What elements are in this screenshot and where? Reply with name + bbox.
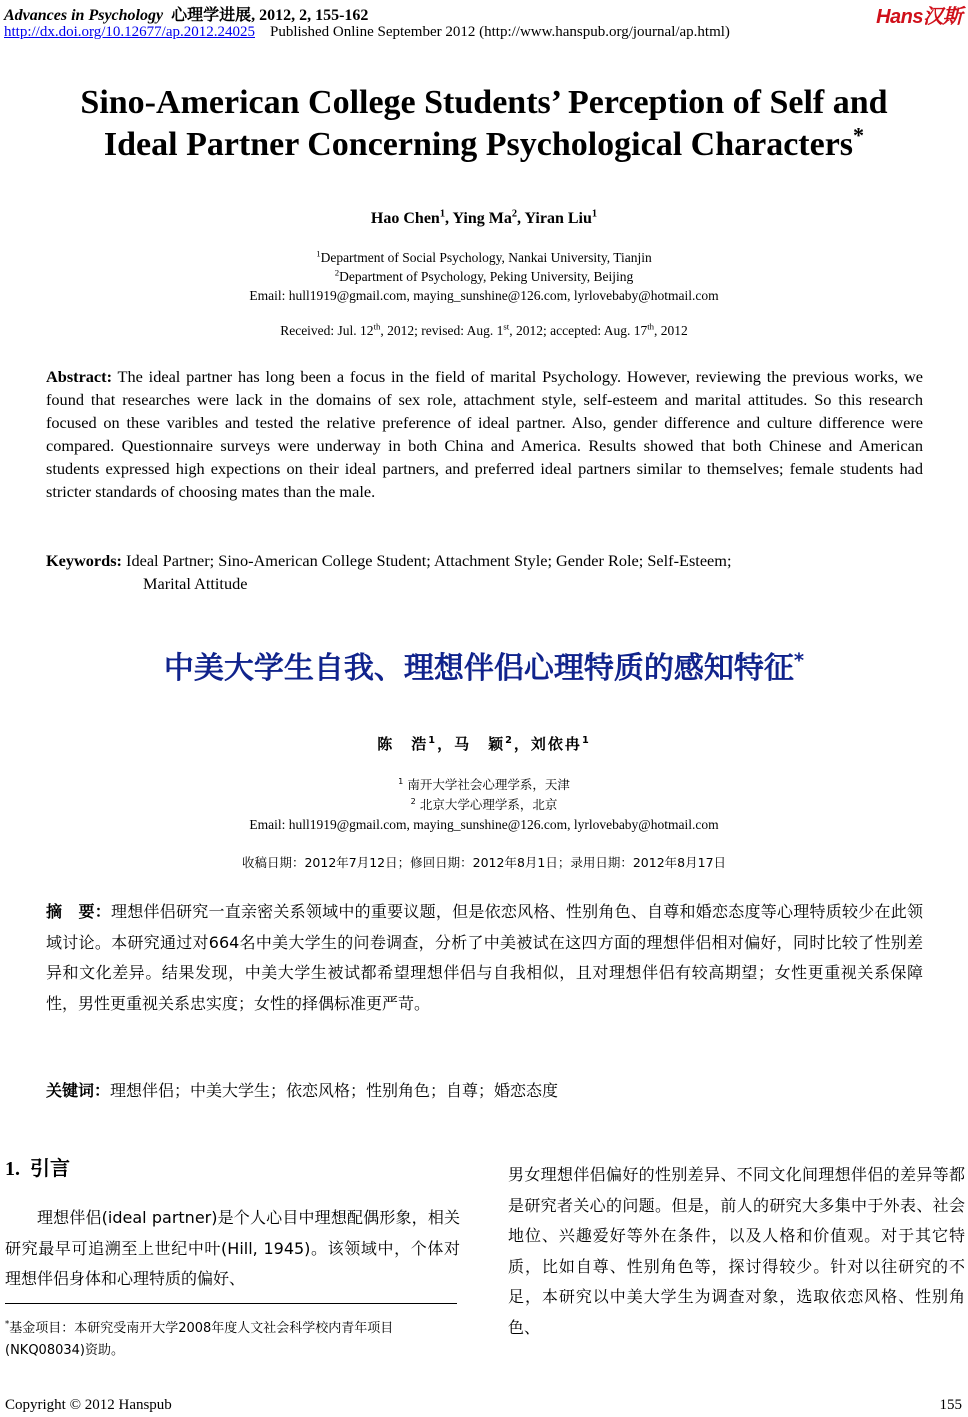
author: 马 颖	[454, 735, 506, 753]
author-sup: 2	[505, 735, 514, 746]
publication-line	[4, 24, 730, 41]
footnote-mark: *	[5, 1318, 10, 1329]
author-sup: 1	[591, 208, 598, 220]
abstract-en	[46, 365, 923, 503]
aff-text: Department of Social Psychology, Nankai University, Tianjin	[320, 250, 652, 265]
title-line-1: Sino-American College Students’ Perception of Self and	[80, 84, 888, 121]
affiliation	[0, 267, 968, 286]
cn-title-text: 中美大学生自我、理想伴侣心理特质的感知特征	[163, 651, 794, 686]
section-number: 1.	[5, 1158, 20, 1180]
doi-link[interactable]: http://dx.doi.org/10.12677/ap.2012.24025	[4, 24, 255, 40]
affiliation	[0, 795, 968, 815]
published-info: Published Online September 2012 (http://www.hanspub.org/journal/ap.html)	[269, 24, 730, 40]
author-sup: 1	[428, 735, 438, 746]
author-sup: 2	[511, 208, 518, 220]
title-line-2: Ideal Partner Concerning Psychological Characters	[103, 126, 854, 163]
keywords-label: 关键词：	[46, 1081, 111, 1100]
right-column-text: 男女理想伴侣偏好的性别差异、不同文化间理想伴侣的差异等都是研究者关心的问题。但是，前人的研究大多集中于外表、社会地位、兴趣爱好等外在条件，以及人格和价值观。对于其它特质，比如自尊、性别角色等，探讨得较少。针对以往研究的不足，本研究以中美大学生为调查对象，选取依恋风格、性别角色、	[508, 1165, 965, 1337]
footnote	[5, 1318, 460, 1362]
t: Received: Jul. 12	[280, 323, 374, 338]
footnote-divider	[5, 1303, 457, 1304]
email: Email: hull1919@gmail.com, maying_sunshine@126.com, lyrlovebaby@hotmail.com	[249, 288, 719, 303]
sep: ，	[513, 735, 531, 753]
aff-sup: 1	[316, 248, 321, 259]
cn-dates: 收稿日期：2012年7月12日；修回日期：2012年8月1日；录用日期：2012年8月17日	[241, 855, 727, 870]
t: , 2012	[654, 323, 688, 338]
section-title: 引言	[30, 1156, 70, 1180]
t: th	[647, 321, 655, 332]
t: th	[373, 321, 381, 332]
abstract-text: 理想伴侣研究一直亲密关系领域中的重要议题，但是依恋风格、性别角色、自尊和婚恋态度等心理特质较少在此领域讨论。本研究通过对664名中美大学生的问卷调查，分析了中美被试在这四方面的理想伴侣相对偏好，同时比较了性别差异和文化差异。结果发现，中美大学生被试都希望理想伴侣与自我相似，且对理想伴侣有较高期望；女性更重视关系保障性，男性更重视关系忠实度；女性的择偶标准更严苛。	[46, 902, 923, 1013]
copyright: Copyright © 2012 Hanspub	[5, 1397, 172, 1413]
cn-title	[0, 643, 968, 687]
author-sup: 1	[439, 208, 446, 220]
keywords-text: 理想伴侣；中美大学生；依恋风格；性别角色；自尊；婚恋态度	[110, 1081, 559, 1100]
abstract-cn	[46, 897, 923, 1019]
aff-text: 南开大学社会心理学系，天津	[407, 777, 570, 792]
page-number: 155	[939, 1397, 962, 1413]
author: Ying Ma	[452, 210, 512, 227]
footnote-text: 基金项目：本研究受南开大学2008年度人文社会科学校内青年项目(NKQ08034)资助。	[5, 1321, 394, 1358]
aff-text: 北京大学心理学系，北京	[419, 797, 558, 812]
section-heading	[5, 1152, 70, 1181]
keywords-en	[46, 549, 923, 595]
sep: ,	[445, 210, 453, 227]
aff-sup: 2	[334, 267, 340, 278]
keywords-cn	[46, 1076, 923, 1107]
t: st	[503, 321, 510, 332]
author-sup: 1	[581, 735, 591, 746]
abstract-text: The ideal partner has long been a focus in the field of marital Psychology. However, reviewing the previous works, we found that researches were lack in the domains of sex role, attachment style, self-esteem and marital attitudes. So this research focused on these varibles and tested the relative preference of ideal partner. Also, gender difference and culture difference were compared. Questionnaire surveys were underway in both China and America. Results showed that both Chinese and American students expressed high expections on their ideal partners, and preferred ideal partners similar to themselves; female students had stricter standards of choosing mates than the male.	[46, 367, 924, 501]
received-dates	[0, 321, 968, 340]
email: Email: hull1919@gmail.com, maying_sunshine@126.com, lyrlovebaby@hotmail.com	[249, 817, 719, 832]
author: 刘依冉	[530, 735, 582, 753]
aff-sup: 1	[398, 775, 404, 786]
t: , 2012; accepted: Aug. 17	[509, 323, 648, 338]
sep: ，	[437, 735, 455, 753]
hans-logo: Hans汉斯	[876, 6, 962, 28]
left-column-text: 理想伴侣(ideal partner)是个人心目中理想配偶形象，相关研究最早可追溯至上世纪中叶(Hill, 1945)。该领域中，个体对理想伴侣身体和心理特质的偏好、	[5, 1208, 460, 1288]
keywords-text: Ideal Partner; Sino-American College Student; Attachment Style; Gender Role; Self-Esteem;	[126, 551, 732, 570]
title-footnote-mark: *	[853, 122, 865, 148]
author-list	[0, 210, 968, 228]
cn-authors	[0, 733, 968, 754]
cn-affiliations	[0, 775, 968, 835]
abstract-label: 摘 要：	[46, 902, 111, 921]
journal-citation: 心理学进展, 2012, 2, 155-162	[171, 7, 369, 24]
author: Hao Chen	[370, 210, 440, 227]
affiliations	[0, 248, 968, 305]
journal-header	[4, 2, 368, 25]
paper-title	[0, 82, 968, 166]
title-line-2-wrap	[0, 124, 968, 166]
author: Yiran Liu	[524, 210, 592, 227]
author: 陈 浩	[377, 735, 429, 753]
journal-name: Advances in Psychology	[4, 7, 164, 24]
aff-text: Department of Psychology, Peking University, Beijing	[339, 269, 634, 284]
keywords-label: Keywords:	[46, 551, 122, 570]
cn-title-mark: *	[793, 649, 805, 672]
sep: ,	[517, 210, 525, 227]
affiliation	[0, 775, 968, 795]
affiliation	[0, 248, 968, 267]
t: , 2012; revised: Aug. 1	[380, 323, 504, 338]
abstract-label: Abstract:	[46, 367, 113, 386]
keywords-text: Marital Attitude	[143, 574, 248, 593]
aff-sup: 2	[410, 795, 416, 806]
